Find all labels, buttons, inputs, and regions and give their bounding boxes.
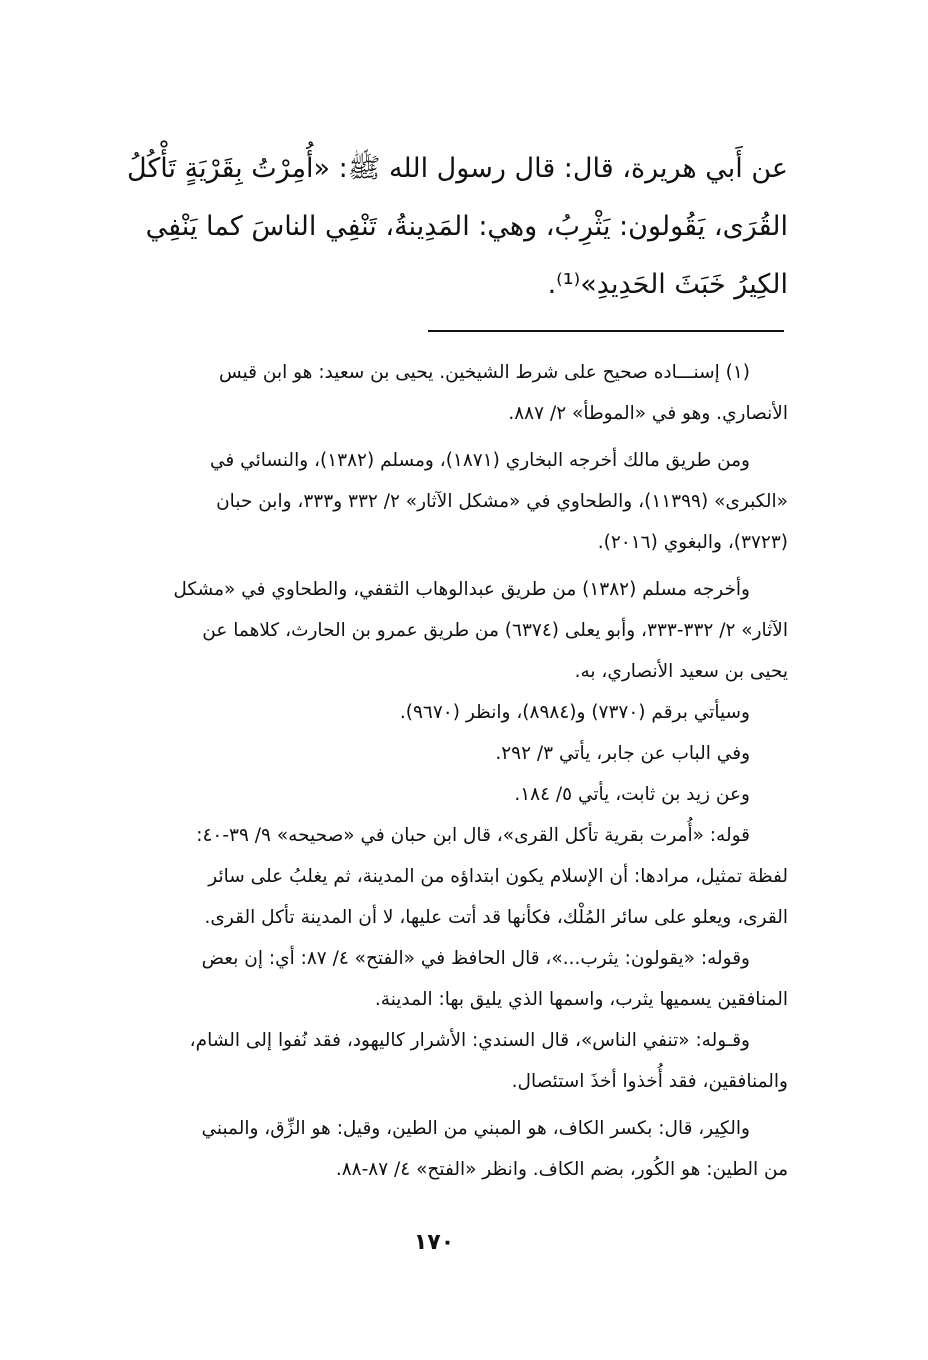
hadith-line: الكِيرُ خَبَثَ الحَدِيدِ»⁽¹⁾. — [547, 269, 788, 300]
footnote-line: ومن طريق مالك أخرجه البخاري (١٨٧١)، ومسلم (١٣٨٢)، والنسائي في — [210, 450, 750, 471]
footnote-line: يحيى بن سعيد الأنصاري، به. — [574, 661, 788, 682]
footnote-line: الأنصاري. وهو في «الموطأ» ٢/ ٨٨٧. — [508, 403, 788, 424]
hadith-line: عن أَبي هريرة، قال: قال رسول الله ﷺ: «أُمِرْتُ بِقَرْيَةٍ تَأْكُلُ — [127, 153, 788, 184]
footnote-line: لفظة تمثيل، مرادها: أن الإسلام يكون ابتداؤه من المدينة، ثم يغلبُ على سائر — [208, 866, 788, 887]
footnote-line: الآثار» ٢/ ٣٣٢-٣٣٣، وأبو يعلى (٦٣٧٤) من طريق عمرو بن الحارث، كلاهما عن — [202, 620, 788, 641]
footnote-line: (٣٧٢٣)، والبغوي (٢٠١٦). — [597, 532, 788, 553]
footnote-line: وفي الباب عن جابر، يأتي ٣/ ٢٩٢. — [495, 743, 750, 764]
footnote-line: وقـوله: «تنفي الناس»، قال السندي: الأشرار كاليهود، فقد نُفوا إلى الشام، — [189, 1030, 750, 1051]
footnotes — [90, 352, 788, 1190]
footnote-line: من الطين: هو الكُور، بضم الكاف. وانظر «الفتح» ٤/ ٨٧-٨٨. — [335, 1159, 788, 1180]
hadith-line: القُرَى، يَقُولون: يَثْرِبُ، وهي: المَدِينةُ، تَنْفِي الناسَ كما يَنْفِي — [145, 211, 788, 242]
footnote-line: (١) إسنـــاده صحيح على شرط الشيخين. يحيى بن سعيد: هو ابن قيس — [218, 362, 750, 383]
hadith-text — [90, 140, 788, 314]
footnote-line: وأخرجه مسلم (١٣٨٢) من طريق عبدالوهاب الثقفي، والطحاوي في «مشكل — [173, 579, 750, 600]
footnote-line: المنافقين يسميها يثرب، واسمها الذي يليق بها: المدينة. — [374, 989, 788, 1010]
footnote-line: قوله: «أُمرت بقرية تأكل القرى»، قال ابن حبان في «صحيحه» ٩/ ٣٩-٤٠: — [196, 825, 750, 846]
footnote-line: والمنافقين، فقد أُخذوا أخذَ استئصال. — [511, 1071, 788, 1092]
footnote-line: وقوله: «يقولون: يثرب...»، قال الحافظ في «الفتح» ٤/ ٨٧: أي: إن بعض — [201, 948, 750, 969]
footnote-line: القرى، ويعلو على سائر المُلْك، فكأنها قد أتت عليها، لا أن المدينة تأكل القرى. — [204, 907, 788, 928]
footnote-line: وسيأتي برقم (٧٣٧٠) و(٨٩٨٤)، وانظر (٩٦٧٠). — [399, 702, 750, 723]
footnote-line: والكِير، قال: بكسر الكاف، هو المبني من الطين، وقيل: هو الزِّق، والمبني — [201, 1118, 750, 1139]
footnote-divider — [428, 330, 784, 332]
footnote-line: «الكبرى» (١١٣٩٩)، والطحاوي في «مشكل الآثار» ٢/ ٣٣٢ و٣٣٣، وابن حبان — [216, 491, 788, 512]
page-number: ١٧٠ — [413, 1230, 455, 1255]
footnote-line: وعن زيد بن ثابت، يأتي ٥/ ١٨٤. — [514, 784, 750, 805]
